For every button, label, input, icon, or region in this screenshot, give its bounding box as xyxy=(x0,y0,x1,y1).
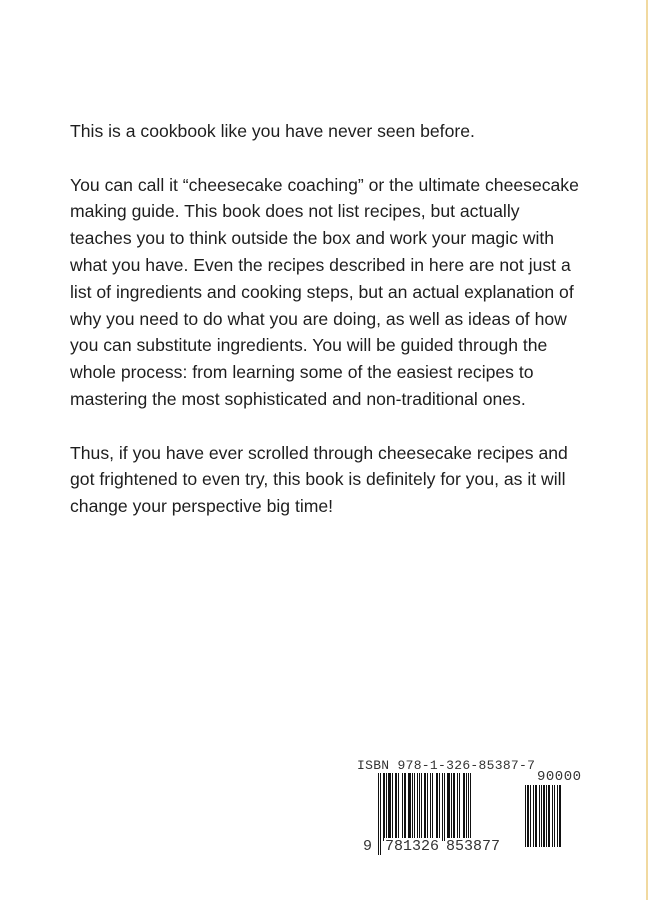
description-paragraph-3: Thus, if you have ever scrolled through cheesecake recipes and got frightened to even try, this book is definitely for you, as it will change your perspective big time! xyxy=(70,442,568,517)
book-description xyxy=(70,118,580,547)
addon-bars xyxy=(525,785,561,847)
lead-digit: 9 xyxy=(363,838,373,855)
digit-group-right: 853877 xyxy=(446,838,501,855)
spine-edge-line xyxy=(646,0,648,900)
digit-group-left: 781326 xyxy=(385,838,440,855)
price-addon-label: 90000 xyxy=(537,769,582,785)
description-paragraph-2: You can call it “cheesecake coaching” or the ultimate cheesecake making guide. This book does not list recipes, but actually teaches you to think outside the box and work your magic with what you have. Even the recipes described in here are not just a list of ingredients and cooking steps, but an actual explanation of why you need to do what you are doing, as well as ideas of how you can substitute ingredients. You will be guided through the whole process: from learning some of the easiest recipes to mastering the most sophisticated and non-traditional ones. xyxy=(70,174,579,409)
isbn-label: ISBN 978-1-326-85387-7 xyxy=(357,758,536,773)
description-paragraph-1: This is a cookbook like you have never seen before. xyxy=(70,121,475,141)
isbn-barcode xyxy=(355,758,600,863)
